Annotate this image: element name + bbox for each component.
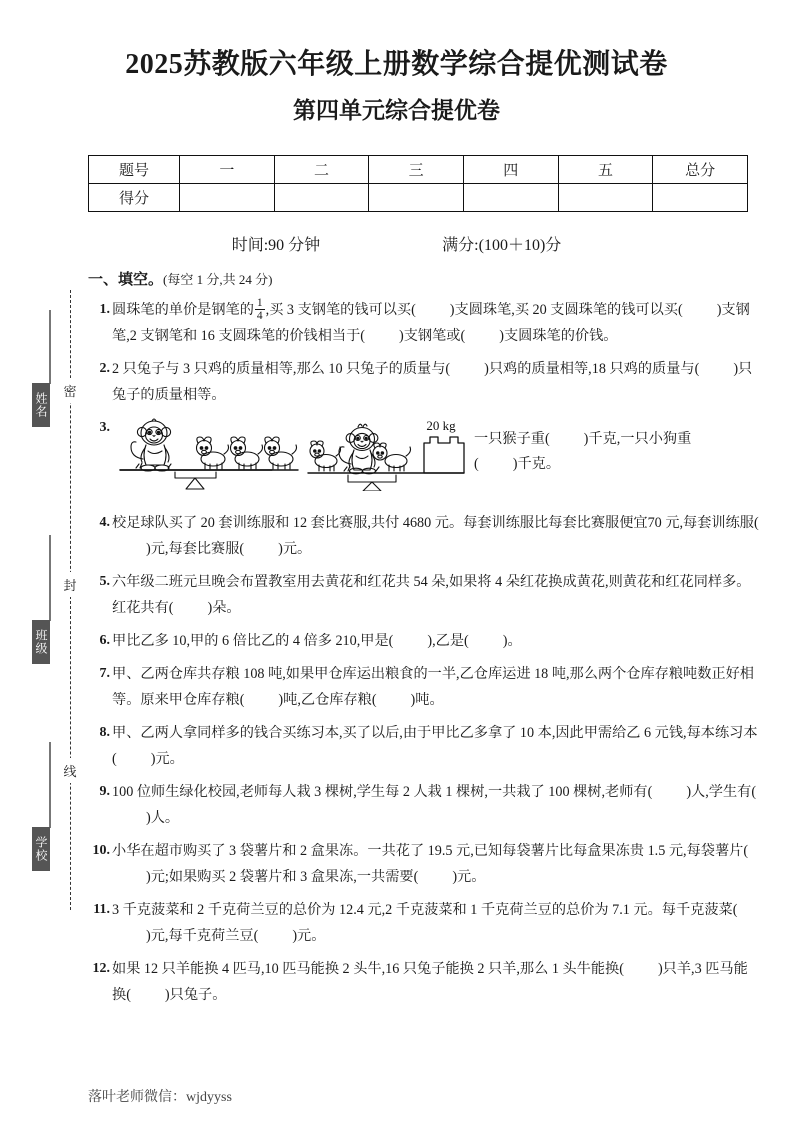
- weight-label-20kg: 20 kg: [426, 418, 456, 433]
- question-8-text: [112, 725, 758, 767]
- q4-seg-b: )元,每套比赛服(: [146, 541, 245, 557]
- seal-rule-1: [49, 310, 51, 384]
- q9-seg-c: )人。: [146, 810, 180, 826]
- table-row-score: [89, 184, 748, 212]
- q7-seg-c: )吨。: [410, 692, 444, 708]
- question-10-number: 10.: [92, 843, 110, 858]
- score-cell-3[interactable]: [463, 184, 558, 212]
- q1-seg-d: )支钢笔,2 支钢笔和 16 支圆珠笔的价钱相当于(: [112, 302, 750, 344]
- page-subtitle: 第四单元综合提优卷: [293, 98, 500, 123]
- q6-seg-a: 甲比乙多 10,甲的 6 倍比乙的 4 倍多 210,甲是(: [112, 633, 394, 649]
- score-cell-5[interactable]: [653, 184, 748, 212]
- balance-scale-illustration: [112, 415, 468, 500]
- q1-seg-a: 圆珠笔的单价是钢笔的: [112, 302, 254, 318]
- q6-seg-c: )。: [502, 633, 522, 649]
- exam-meta: [0, 232, 793, 255]
- question-5-text: [112, 574, 750, 616]
- q12-seg-c: )只兔子。: [164, 987, 227, 1003]
- q7-seg-a: 甲、乙两仓库共存粮 108 吨,如果甲仓库运出粮食的一半,乙仓库运进 18 吨,那么两个仓库存粮吨数正好相等。原来甲仓库存粮(: [112, 666, 754, 708]
- q9-seg-b: )人,学生有(: [686, 784, 757, 800]
- q1-seg-c: )支圆珠笔,买 20 支圆珠笔的钱可以买(: [449, 302, 683, 318]
- q1-seg-f: )支圆珠笔的价钱。: [499, 328, 618, 344]
- score-table: [88, 155, 748, 212]
- question-12: [88, 956, 760, 1008]
- fraction-denominator: 4: [256, 310, 263, 323]
- question-2-number: 2.: [99, 361, 110, 376]
- seal-char-xian: 线: [61, 758, 79, 783]
- question-11: [88, 897, 760, 949]
- question-9-text: [112, 784, 756, 826]
- seal-rule-2: [49, 535, 51, 621]
- score-table-col-5: 总分: [653, 156, 748, 184]
- q11-seg-a: 3 千克菠菜和 2 千克荷兰豆的总价为 12.4 元,2 千克菠菜和 1 千克荷兰豆的总价为 7.1 元。每千克菠菜(: [112, 902, 738, 918]
- question-9: [88, 779, 760, 831]
- question-11-text: [112, 902, 737, 944]
- q3-seg-a: 一只猴子重(: [474, 431, 550, 447]
- section-heading: [88, 268, 272, 289]
- footer-watermark: 落叶老师微信：wjdyyss: [88, 1090, 232, 1105]
- question-6: [88, 628, 760, 654]
- q8-seg-a: 甲、乙两人拿同样多的钱合买练习本,买了以后,由于甲比乙多拿了 10 本,因此甲需给乙 6 元钱,每本练习本(: [112, 725, 758, 767]
- q3-seg-d: )千克。: [512, 456, 561, 472]
- q4-seg-c: )元。: [278, 541, 312, 557]
- q10-seg-b: )元;如果购买 2 袋薯片和 3 盒果冻,一共需要(: [146, 869, 419, 885]
- question-3: [88, 415, 760, 500]
- question-1: [88, 297, 760, 349]
- question-8-number: 8.: [99, 725, 110, 740]
- question-7: [88, 661, 760, 713]
- question-10-text: [112, 843, 748, 885]
- question-9-number: 9.: [99, 784, 110, 799]
- question-4-text: [112, 515, 759, 557]
- question-12-number: 12.: [92, 961, 110, 976]
- q11-seg-b: )元,每千克荷兰豆(: [146, 928, 259, 944]
- seal-field-school[interactable]: 学校: [32, 827, 50, 871]
- seesaw-figure-svg: [112, 415, 468, 491]
- q1-seg-b: ,买 3 支钢笔的钱可以买(: [265, 302, 416, 318]
- score-table-col-4: 五: [558, 156, 653, 184]
- q3-seg-c: (: [474, 456, 479, 472]
- q3-seg-b: )千克,一只小狗重: [583, 431, 692, 447]
- q10-seg-c: )元。: [452, 869, 486, 885]
- q10-seg-a: 小华在超市购买了 3 袋薯片和 2 盒果冻。一共花了 19.5 元,已知每袋薯片比每盒果冻贵 1.5 元,每袋薯片(: [112, 843, 749, 859]
- q5-seg-b: )朵。: [207, 600, 241, 616]
- question-3-text: [468, 415, 760, 477]
- q4-seg-a: 校足球队买了 20 套训练服和 12 套比赛服,共付 4680 元。每套训练服比每套比赛服便宜70 元,每套训练服(: [112, 515, 759, 531]
- seal-field-class[interactable]: 班级: [32, 620, 50, 664]
- table-row-header: [89, 156, 748, 184]
- q9-seg-a: 100 位师生绿化校园,老师每人栽 3 棵树,学生每 2 人栽 1 棵树,一共栽了 100 棵树,老师有(: [112, 784, 653, 800]
- question-7-number: 7.: [99, 666, 110, 681]
- score-cell-0[interactable]: [180, 184, 275, 212]
- q12-seg-a: 如果 12 只羊能换 4 匹马,10 匹马能换 2 头牛,16 只兔子能换 2 只羊,那么 1 头牛能换(: [112, 961, 624, 977]
- q6-seg-b: ),乙是(: [427, 633, 469, 649]
- section-heading-note: (每空 1 分,共 24 分): [163, 272, 273, 287]
- question-2-text: [112, 361, 752, 403]
- fraction-one-quarter: [255, 297, 265, 322]
- question-8: [88, 720, 760, 772]
- question-6-text: [112, 633, 522, 649]
- question-12-text: [112, 961, 748, 1003]
- score-table-col-0: 一: [180, 156, 275, 184]
- q1-seg-e: )支钢笔或(: [399, 328, 466, 344]
- question-5-number: 5.: [99, 574, 110, 589]
- question-4: [88, 510, 760, 562]
- q2-seg-b: )只鸡的质量相等,18 只鸡的质量与(: [484, 361, 700, 377]
- q12-seg-b: )只羊,3 匹马能换(: [112, 961, 748, 1003]
- q11-seg-c: )元。: [292, 928, 326, 944]
- question-6-number: 6.: [99, 633, 110, 648]
- question-2: [88, 356, 760, 408]
- seal-rule-3: [49, 742, 51, 828]
- score-table-label-1: 得分: [89, 184, 180, 212]
- seal-line-area: [28, 290, 80, 910]
- score-table-col-3: 四: [463, 156, 558, 184]
- score-cell-4[interactable]: [558, 184, 653, 212]
- question-10: [88, 838, 760, 890]
- fraction-numerator: 1: [256, 297, 263, 310]
- score-cell-1[interactable]: [274, 184, 369, 212]
- q2-seg-a: 2 只兔子与 3 只鸡的质量相等,那么 10 只兔子的质量与(: [112, 361, 451, 377]
- q5-seg-a: 六年级二班元旦晚会布置教室用去黄花和红花共 54 朵,如果将 4 朵红花换成黄花,则黄花和红花同样多。红花共有(: [112, 574, 751, 616]
- q8-seg-b: )元。: [150, 751, 184, 767]
- seal-field-name[interactable]: 姓名: [32, 383, 50, 427]
- q2-seg-c: )只兔子的质量相等。: [112, 361, 753, 403]
- question-list: [88, 297, 760, 1015]
- question-7-text: [112, 666, 754, 708]
- page-title: 2025苏教版六年级上册数学综合提优测试卷: [125, 49, 668, 80]
- seal-char-feng: 封: [61, 572, 79, 597]
- seal-char-mi: 密: [61, 378, 79, 403]
- score-table-col-1: 二: [274, 156, 369, 184]
- question-1-number: 1.: [99, 302, 110, 317]
- question-3-number: 3.: [99, 420, 110, 435]
- score-table-label-0: 题号: [89, 156, 180, 184]
- question-4-number: 4.: [99, 515, 110, 530]
- question-5: [88, 569, 760, 621]
- score-table-col-2: 三: [369, 156, 464, 184]
- question-11-number: 11.: [93, 902, 110, 917]
- exam-duration: 时间:90 分钟: [231, 237, 321, 254]
- question-1-text: [112, 297, 750, 344]
- score-cell-2[interactable]: [369, 184, 464, 212]
- exam-full-score: 满分:(100＋10)分: [442, 237, 562, 254]
- section-heading-label: 一、填空。: [88, 272, 164, 288]
- q7-seg-b: )吨,乙仓库存粮(: [278, 692, 377, 708]
